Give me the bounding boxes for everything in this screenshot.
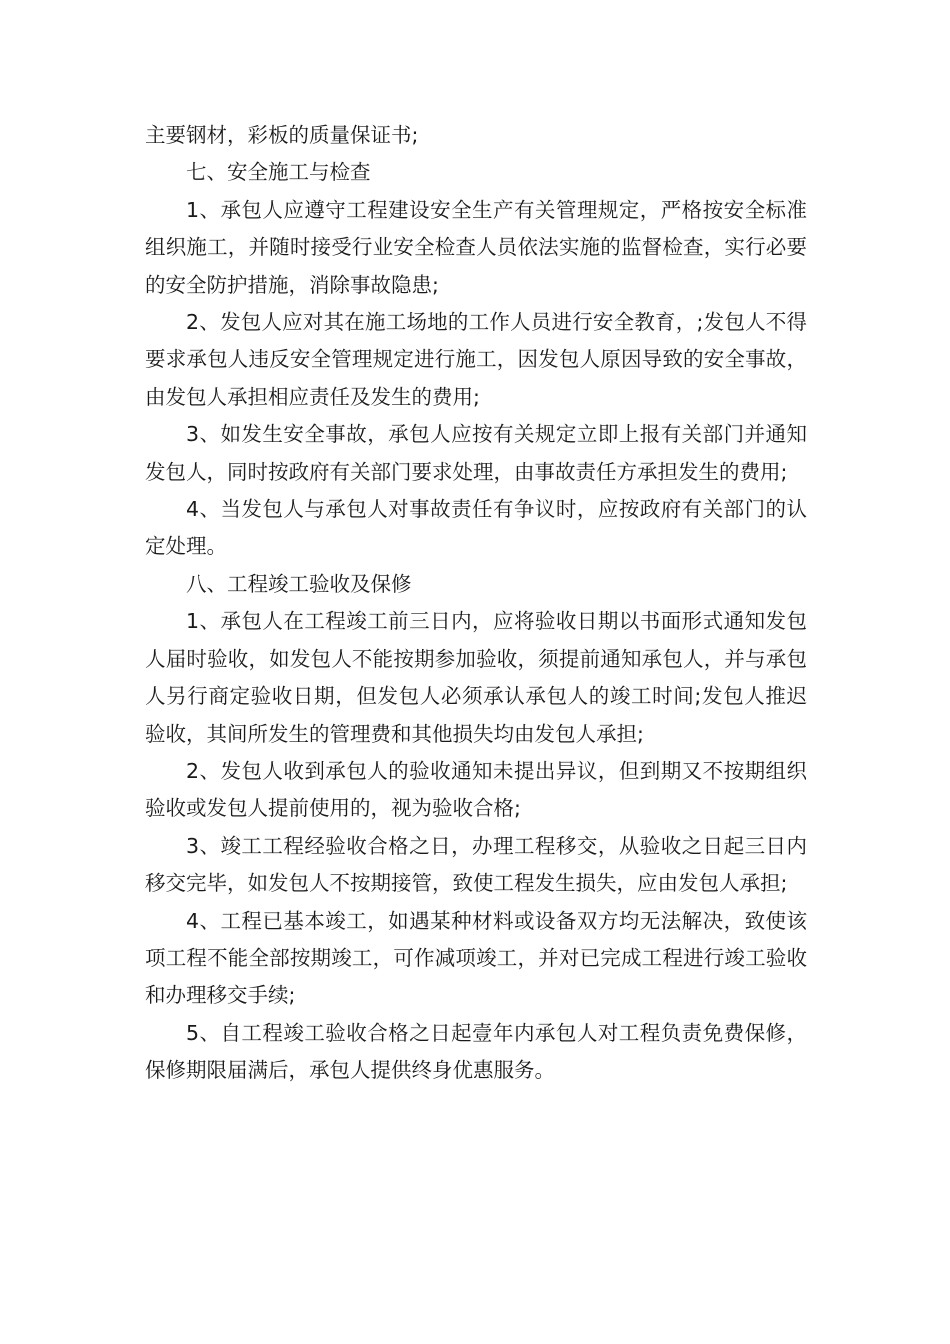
paragraph-safety-3: 3、如发生安全事故，承包人应按有关规定立即上报有关部门并通知发包人，同时按政府有关部门要求处理，由事故责任方承担发生的费用; [145, 422, 807, 484]
paragraph-acceptance-5: 5、自工程竣工验收合格之日起壹年内承包人对工程负责免费保修，保修期限届满后，承包人提供终身优惠服务。 [145, 1020, 807, 1083]
document-page [145, 117, 807, 1090]
section-heading-safety: 七、安全施工与检查 [186, 160, 371, 185]
paragraph-safety-2: 2、发包人应对其在施工场地的工作人员进行安全教育，;发包人不得要求承包人违反安全管理规定进行施工，因发包人原因导致的安全事故，由发包人承担相应责任及发生的费用; [145, 310, 807, 409]
paragraph-safety-1: 1、承包人应遵守工程建设安全生产有关管理规定，严格按安全标准组织施工，并随时接受行业安全检查人员依法实施的监督检查，实行必要的安全防护措施，消除事故隐患; [145, 197, 807, 297]
paragraph-continuation: 主要钢材，彩板的质量保证书; [145, 123, 419, 147]
paragraph-acceptance-1: 1、承包人在工程竣工前三日内，应将验收日期以书面形式通知发包人届时验收，如发包人不能按期参加验收，须提前通知承包人，并与承包人另行商定验收日期，但发包人必须承认承包人的竣工时间;发包人推迟验收，其间所发生的管理费和其他损失均由发包人承担; [145, 609, 807, 746]
paragraph-acceptance-3: 3、竣工工程经验收合格之日，办理工程移交，从验收之日起三日内移交完毕，如发包人不按期接管，致使工程发生损失，应由发包人承担; [145, 833, 807, 896]
section-heading-acceptance: 八、工程竣工验收及保修 [186, 571, 412, 596]
paragraph-acceptance-4: 4、工程已基本竣工，如遇某种材料或设备双方均无法解决，致使该项工程不能全部按期竣工，可作减项竣工，并对已完成工程进行竣工验收和办理移交手续; [145, 908, 807, 1008]
paragraph-acceptance-2: 2、发包人收到承包人的验收通知未提出异议，但到期又不按期组织验收或发包人提前使用的，视为验收合格; [145, 758, 807, 821]
paragraph-safety-4: 4、当发包人与承包人对事故责任有争议时，应按政府有关部门的认定处理。 [145, 497, 807, 559]
